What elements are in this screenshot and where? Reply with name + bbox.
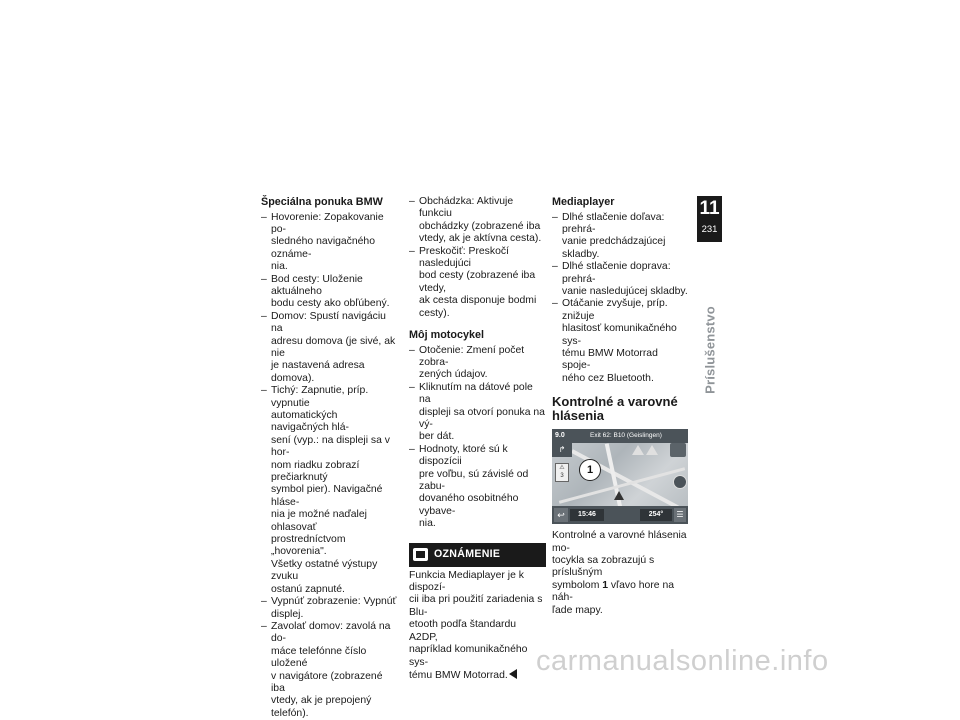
warning-symbol-badge: ⚠ 3 <box>555 463 569 482</box>
clock-time: 15:46 <box>570 509 604 521</box>
caption-text-end: vľavo hore na náh- ľade mapy. <box>552 580 674 616</box>
chapter-tab <box>697 196 722 242</box>
list-item: – Otáčanie zvyšuje, príp. znižuje hlasitosť komunikačného sys- tému BMW Motorrad spoje- ného cez Bluetooth. <box>552 298 688 385</box>
warning-count: 3 <box>560 473 563 479</box>
column-1 <box>261 196 397 720</box>
heading-warnings-line2: hlásenia <box>552 408 604 423</box>
nav-top-bar <box>552 429 688 443</box>
turn-distance: 9.0 <box>555 429 565 443</box>
watermark: carmanualsonline.info <box>536 645 829 678</box>
notice-banner <box>409 543 546 567</box>
screen-caption <box>552 530 688 617</box>
list-item: – Vypnúť zobrazenie: Vypnúť displej. <box>261 596 397 621</box>
heading-my-motorcycle: Môj motocykel <box>409 329 546 342</box>
bmw-menu-list <box>261 212 397 720</box>
list-item: – Otočenie: Zmení počet zobra- zených údajov. <box>409 345 546 382</box>
turn-arrow-icon: ↱ <box>552 443 572 457</box>
warning-triangle-icon <box>632 445 644 455</box>
list-item: – Obchádzka: Aktivuje funkciu obchádzky (zobrazené iba vtedy, ak je aktívna cesta). <box>409 196 546 246</box>
warning-triangle-icon <box>646 445 658 455</box>
speaker-icon <box>670 443 686 457</box>
notice-text <box>409 570 546 683</box>
heading-bmw-menu: Špeciálna ponuka BMW <box>261 196 397 209</box>
mediaplayer-list <box>552 212 688 386</box>
navigation-screenshot <box>552 429 688 524</box>
caption-text: Kontrolné a varovné hlásenia mo- tocykla sa zobrazujú s príslušným symbolom <box>552 530 687 591</box>
heading-warnings <box>552 395 688 423</box>
list-item: – Hodnoty, ktoré sú k dispozícii pre voľbu, sú závislé od zabu- dovaného osobitného vybave- nia. <box>409 444 546 531</box>
caption-callout-number: 1 <box>602 580 608 591</box>
list-item: – Hovorenie: Zopakovanie po- sledného navigačného oznáme- nia. <box>261 212 397 274</box>
motorcycle-list <box>409 345 546 531</box>
chapter-side-title: Príslušenstvo <box>703 306 718 394</box>
list-item: – Zavolať domov: zavolá na do- máce telefónne číslo uložené v navigátore (zobrazené iba vtedy, ak je prepojený telefón). <box>261 621 397 720</box>
notice-icon <box>413 548 428 561</box>
end-of-section-icon <box>509 669 517 679</box>
heading-warnings-line1: Kontrolné a varovné <box>552 394 678 409</box>
list-item: – Kliknutím na dátové pole na displeji sa otvorí ponuka na vý- ber dát. <box>409 382 546 444</box>
list-item: – Domov: Spustí navigáciu na adresu domova (je sivé, ak nie je nastavená adresa domova). <box>261 311 397 385</box>
exit-label: Exit 62: B10 (Geislingen) <box>590 429 662 443</box>
detour-list <box>409 196 546 320</box>
notice-label: OZNÁMENIE <box>434 548 500 560</box>
menu-icon: ☰ <box>674 508 686 522</box>
heading-mediaplayer: Mediaplayer <box>552 196 688 209</box>
column-2 <box>409 196 546 682</box>
list-item: – Dlhé stlačenie doprava: prehrá- vanie nasledujúcej skladby. <box>552 261 688 298</box>
list-item: – Dlhé stlačenie doľava: prehrá- vanie predchádzajúcej skladby. <box>552 212 688 262</box>
list-item: – Tichý: Zapnutie, príp. vypnutie automatických navigačných hlá- sení (vyp.: na displeji sa v hor- nom riadku zobrazí prečiarknutý symbol pier). Navigačné hláse- nia je možné naďalej ohlasovať prostredníctvom „hovorenia". Všetky ostatné výstupy zvuku ostanú zapnuté. <box>261 385 397 596</box>
list-item: – Preskočiť: Preskočí nasledujúci bod cesty (zobrazené iba vtedy, ak cesta disponuje bodmi cesty). <box>409 246 546 320</box>
notice-body: Funkcia Mediaplayer je k dispozí- cii iba pri použití zariadenia s Blu- etooth podľa štandardu A2DP, napríklad komunikačného sys- tému BMW Motorrad. <box>409 570 542 681</box>
nav-bottom-bar <box>552 506 688 524</box>
position-arrow-icon <box>614 491 624 500</box>
callout-marker: 1 <box>579 459 601 481</box>
list-item: – Bod cesty: Uloženie aktuálneho bodu cesty ako obľúbený. <box>261 274 397 311</box>
heading-readout: 254° <box>640 509 672 521</box>
chapter-number: 11 <box>697 196 722 221</box>
back-icon: ↩ <box>554 508 568 522</box>
column-3 <box>552 196 688 617</box>
page-number: 231 <box>697 223 722 237</box>
